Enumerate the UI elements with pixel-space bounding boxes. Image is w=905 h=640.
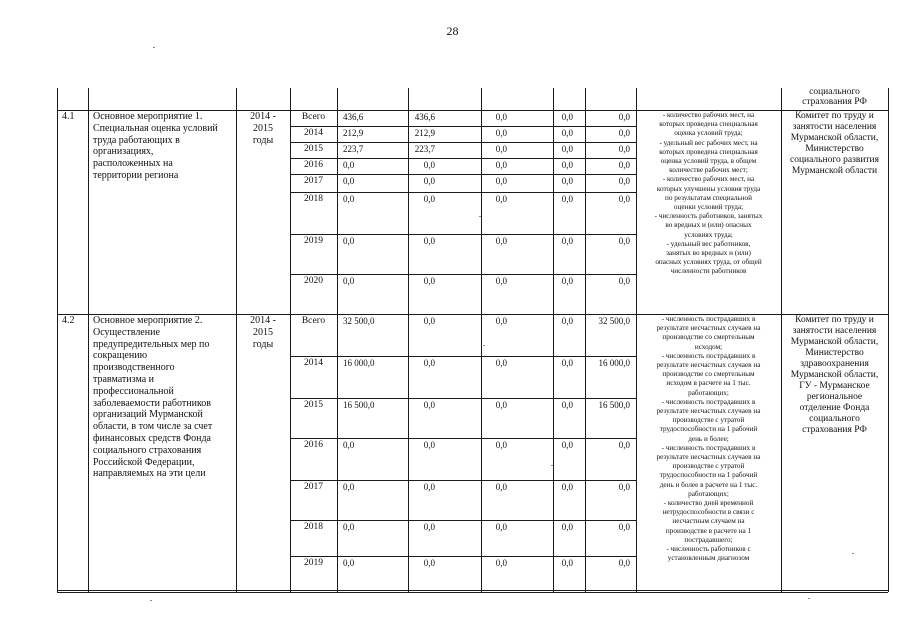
value-col2: 0,0 — [495, 558, 507, 568]
year-label: 2016 — [304, 440, 323, 450]
value-col2: 0,0 — [495, 236, 507, 246]
value-col2: 0,0 — [495, 176, 507, 186]
value-col2: 0,0 — [495, 144, 507, 154]
year-label: Всего — [301, 316, 326, 326]
value-total: 436,6 — [343, 112, 364, 122]
value-col1: 0,0 — [423, 276, 435, 286]
scan-speck — [852, 553, 854, 554]
row-period: 2014 - 2015 годы — [250, 315, 276, 350]
value-col4: 0,0 — [618, 482, 630, 492]
year-label: 2017 — [304, 482, 323, 492]
value-total: 0,0 — [343, 276, 355, 286]
value-col3: 0,0 — [561, 558, 573, 568]
value-col3: 0,0 — [561, 160, 573, 170]
value-col2: 0,0 — [495, 128, 507, 138]
year-label: 2016 — [304, 160, 323, 170]
value-col4: 0,0 — [618, 144, 630, 154]
year-label: 2014 — [304, 358, 323, 368]
value-col2: 0,0 — [495, 400, 507, 410]
year-label: 2014 — [304, 128, 323, 138]
value-total: 0,0 — [343, 176, 355, 186]
year-label: 2019 — [304, 236, 323, 246]
row-title: Основное мероприятие 1. Специальная оценка условий труда работающих в организациях, расположенных на территории региона — [93, 111, 218, 181]
value-total: 0,0 — [343, 522, 355, 532]
year-label: 2018 — [304, 522, 323, 532]
value-col3: 0,0 — [561, 176, 573, 186]
value-total: 0,0 — [343, 482, 355, 492]
value-col1: 0,0 — [423, 160, 435, 170]
value-total: 212,9 — [343, 128, 364, 138]
value-col3: 0,0 — [561, 236, 573, 246]
year-label: 2019 — [304, 558, 323, 568]
value-col3: 0,0 — [561, 440, 573, 450]
value-total: 0,0 — [343, 558, 355, 568]
value-col3: 0,0 — [561, 522, 573, 532]
scan-speck — [150, 600, 152, 601]
year-label: Всего — [301, 112, 326, 122]
year-label: 2018 — [304, 194, 323, 204]
scan-speck — [808, 598, 810, 599]
value-col2: 0,0 — [495, 482, 507, 492]
year-label: 2015 — [304, 144, 323, 154]
scan-speck — [479, 216, 481, 217]
value-col4: 32 500,0 — [598, 316, 630, 326]
row-period: 2014 - 2015 годы — [250, 111, 276, 146]
value-col2: 0,0 — [495, 112, 507, 122]
value-col3: 0,0 — [561, 112, 573, 122]
row-number: 4.2 — [62, 315, 75, 326]
value-col4: 0,0 — [618, 440, 630, 450]
year-label: 2017 — [304, 176, 323, 186]
value-col1: 0,0 — [423, 440, 435, 450]
value-col1: 0,0 — [423, 558, 435, 568]
executor: Комитет по труду и занятости населения Мурманской области, Министерство здравоохранения Мурманской области, ГУ - Мурманское региональное отделение Фонда социального страхования РФ — [790, 315, 879, 435]
value-col4: 16 500,0 — [598, 400, 630, 410]
value-col3: 0,0 — [561, 194, 573, 204]
value-col3: 0,0 — [561, 358, 573, 368]
scan-speck — [551, 465, 553, 466]
value-total: 0,0 — [343, 440, 355, 450]
value-col4: 0,0 — [618, 522, 630, 532]
row-title: Основное мероприятие 2. Осуществление предупредительных мер по сокращению производственного травматизма и профессиональной заболеваемости работников организаций Мурманской области, в том числе за счет финансовых средств Фонда социального страхования Российской Федерации, направляемых на эти цели — [93, 315, 213, 480]
indicators-list: - количество рабочих мест, на которых проведена специальная оценка условий труда; - удельный вес рабочих мест, на которых проведена специальная оценка условий труда, в общем количестве рабочих мест; - количество рабочих мест, на которых улучшены условия труда по результатам специальной оценки условий труда; - численность работников, занятых во вредных и (или) опасных условиях труда; - удельный вес работников, занятых во вредных и (или) опасных условиях труда, от общей численности работников — [654, 111, 763, 276]
value-col4: 0,0 — [618, 160, 630, 170]
page-number: 28 — [446, 24, 459, 38]
value-total: 16 000,0 — [343, 358, 375, 368]
value-total: 32 500,0 — [343, 316, 375, 326]
executor-tail: социального страхования РФ — [802, 87, 867, 107]
value-col4: 0,0 — [618, 176, 630, 186]
value-col1: 0,0 — [423, 176, 435, 186]
value-col2: 0,0 — [495, 522, 507, 532]
value-col1: 212,9 — [414, 128, 435, 138]
value-col4: 0,0 — [618, 276, 630, 286]
value-col1: 0,0 — [423, 522, 435, 532]
year-label: 2015 — [304, 400, 323, 410]
value-col4: 0,0 — [618, 558, 630, 568]
value-col1: 0,0 — [423, 236, 435, 246]
scan-speck — [153, 47, 155, 48]
executor: Комитет по труду и занятости населения Мурманской области, Министерство социального развития Мурманской области — [789, 111, 880, 176]
value-col3: 0,0 — [561, 144, 573, 154]
value-total: 0,0 — [343, 160, 355, 170]
value-col2: 0,0 — [495, 440, 507, 450]
value-col1: 0,0 — [423, 482, 435, 492]
value-col2: 0,0 — [495, 358, 507, 368]
value-col3: 0,0 — [561, 276, 573, 286]
value-total: 0,0 — [343, 236, 355, 246]
value-col4: 0,0 — [618, 236, 630, 246]
value-col3: 0,0 — [561, 482, 573, 492]
value-total: 0,0 — [343, 194, 355, 204]
value-col4: 0,0 — [618, 194, 630, 204]
value-col2: 0,0 — [495, 276, 507, 286]
scan-speck — [483, 345, 485, 346]
row-number: 4.1 — [62, 111, 75, 122]
value-col4: 0,0 — [618, 112, 630, 122]
year-label: 2020 — [304, 276, 323, 286]
value-col2: 0,0 — [495, 194, 507, 204]
value-col2: 0,0 — [495, 160, 507, 170]
value-col3: 0,0 — [561, 316, 573, 326]
value-col2: 0,0 — [495, 316, 507, 326]
value-total: 16 500,0 — [343, 400, 375, 410]
value-col1: 0,0 — [423, 400, 435, 410]
value-col4: 0,0 — [618, 128, 630, 138]
value-col1: 0,0 — [423, 358, 435, 368]
value-col1: 436,6 — [414, 112, 435, 122]
value-col1: 223,7 — [414, 144, 435, 154]
value-col3: 0,0 — [561, 128, 573, 138]
value-col3: 0,0 — [561, 400, 573, 410]
value-col4: 16 000,0 — [598, 358, 630, 368]
value-col1: 0,0 — [423, 194, 435, 204]
value-col1: 0,0 — [423, 316, 435, 326]
indicators-list: - численность пострадавших в результате несчастных случаев на производстве со смертельным исходом; - численность пострадавших в результате несчастных случаев на производстве со смертельным исходом в расчете на 1 тыс. работающих; - численность пострадавших в результате несчастных случаев на производстве с утратой трудоспособности на 1 рабочий день и более; - численность пострадавших в результате несчастных случаев на производстве с утратой трудоспособности на 1 рабочий день и более в расчете на 1 тыс. работающих; - количество дней временной нетрудоспособности в связи с несчастным случаем на производстве в расчете на 1 пострадавшего; - численность работников с установленным диагнозом — [656, 315, 761, 563]
value-total: 223,7 — [343, 144, 364, 154]
